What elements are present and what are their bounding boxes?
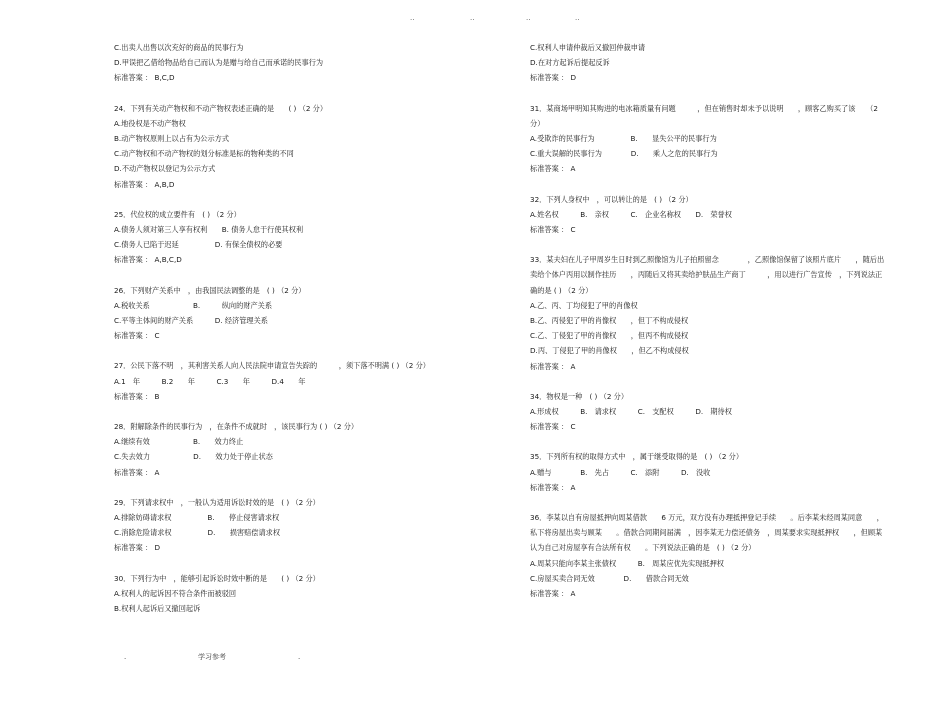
- standard-answer: 标准答案 ： B,C,D: [114, 73, 175, 83]
- standard-answer: 标准答案 ： A: [530, 164, 576, 174]
- question-stem: 36．李某以自有房屋抵押向周某借款 6 万元，双方没有办理抵押登记手续 。后李某未经周某同意 ，: [530, 513, 884, 523]
- question-option: C.平等主体间的财产关系 D. 经济管理关系: [114, 316, 268, 326]
- question-stem: 认为自己对房屋享有合法所有权 。下列说法正确的是 ( ) （2 分）: [530, 543, 756, 553]
- question-stem: 27．公民下落不明 ，其利害关系人向人民法院申请宣告失踪的 ，须下落不明满 ( ) （2 分）: [114, 361, 430, 371]
- question-option: B.乙、丙侵犯了甲的肖像权 ，但丁不构成侵权: [530, 316, 689, 326]
- footer-mark: .: [124, 653, 127, 661]
- question-33: [530, 252, 910, 374]
- question-36: [530, 510, 910, 601]
- question-35: [530, 449, 910, 495]
- question-32: [530, 192, 910, 238]
- question-option: A.税收关系 B. 纵向的财产关系: [114, 300, 273, 310]
- question-option: A.赠与 B. 先占 C. 添附 D. 没收: [530, 467, 711, 477]
- question-option: A.周某只能向李某主张债权 B. 周某应优先实现抵押权: [530, 558, 724, 568]
- header-dot: ..: [575, 14, 580, 22]
- standard-answer: 标准答案 ： A: [114, 467, 160, 477]
- question-stem: 26．下列财产关系中 ，由我国民法调整的是 ( ) （2 分）: [114, 285, 306, 295]
- standard-answer: 标准答案 ： B: [114, 391, 160, 401]
- question-29: [114, 495, 484, 556]
- question-stem: 30．下列行为中 ，能够引起诉讼时效中断的是 ( ) （2 分）: [114, 573, 320, 583]
- footer-mark: .: [298, 653, 301, 661]
- standard-answer: 标准答案 ： C: [530, 422, 576, 432]
- question-option: C.重大误解的民事行为 D. 乘人之危的民事行为: [530, 149, 718, 159]
- question-stem: 33．某夫妇在儿子甲周岁生日时到乙照像馆为儿子拍照留念 ，乙照像馆保留了该照片底片 ，随后出: [530, 255, 885, 265]
- question-25: [114, 207, 484, 268]
- question-option: C.房屋买卖合同无效 D. 借款合同无效: [530, 573, 689, 583]
- standard-answer: 标准答案 ： A: [530, 482, 576, 492]
- question-option: A.乙、丙、丁均侵犯了甲的肖像权: [530, 300, 638, 310]
- standard-answer: 标准答案 ： A: [530, 361, 576, 371]
- standard-answer: 标准答案 ： D: [114, 543, 161, 553]
- question-option: C.权利人申请仲裁后又撤回仲裁申请: [530, 43, 646, 52]
- question-stem: 卖给个体户丙用以制作挂历 ，丙随后又将其卖给护肤品生产商丁 ，用以进行广告宣传 ，下列说法正: [530, 270, 883, 280]
- question-stem: 24．下列有关动产物权和不动产物权表述正确的是 ( ) （2 分）: [114, 103, 328, 113]
- page-footer: [120, 652, 320, 664]
- question-27: [114, 358, 484, 404]
- question-option: C.债务人已陷于迟延 D. 有保全债权的必要: [114, 240, 283, 250]
- question-stem: 25．代位权的成立要件有 ( ) （2 分）: [114, 209, 241, 219]
- question-30: [114, 571, 484, 617]
- header-dot: ..: [526, 14, 531, 22]
- question-option: B.动产物权原则上以占有为公示方式: [114, 134, 230, 144]
- question-option: A.受欺诈的民事行为 B. 显失公平的民事行为: [530, 134, 717, 144]
- question-option: A.形成权 B. 请求权 C. 支配权 D. 期待权: [530, 407, 732, 417]
- question-option: C.动产物权和不动产物权的划分标准是标的物种类的不同: [114, 149, 294, 159]
- question-stem: 35．下列所有权的取得方式中 ，属于继受取得的是 ( ) （2 分）: [530, 452, 744, 462]
- question-stem: 29．下列请求权中 ，一般认为适用诉讼时效的是 ( ) （2 分）: [114, 497, 320, 507]
- header-dot: ..: [410, 14, 415, 22]
- question-option: C.失去效力 D. 效力处于停止状态: [114, 452, 273, 462]
- question-option: A.权利人的起诉因不符合条件而被驳回: [114, 588, 237, 598]
- question-stem: 32．下列人身权中 ，可以转让的是 ( ) （2 分）: [530, 194, 693, 204]
- question-stem: 分）: [530, 118, 545, 128]
- right-column: [530, 40, 910, 601]
- standard-answer: 标准答案 ： A,B,D: [114, 179, 175, 189]
- question-stem: 确的是 ( ) （2 分）: [530, 285, 593, 295]
- left-column: [114, 40, 484, 616]
- page-header-dots: [410, 14, 590, 24]
- question-option: D.不动产物权以登记为公示方式: [114, 164, 216, 174]
- question-option: B.权利人起诉后又撤回起诉: [114, 604, 201, 614]
- question-line: C.出卖人出售以次充好的商品的民事行为: [114, 43, 244, 52]
- footer-text: 学习参考: [198, 653, 226, 661]
- standard-answer: 标准答案 ： C: [530, 225, 576, 235]
- question-26: [114, 283, 484, 344]
- question-stem: 私下将房屋出卖与顾某 。借款合同期间届满 ，因李某无力偿还债务 ，周某要求实现抵押权 ，但顾某: [530, 528, 883, 538]
- standard-answer: 标准答案 ： A,B,C,D: [114, 255, 182, 265]
- question-option: A.地役权是不动产物权: [114, 118, 186, 128]
- question-24: [114, 101, 484, 192]
- question-option: A.排除妨碍请求权 B. 停止侵害请求权: [114, 513, 280, 523]
- header-dot: ..: [470, 14, 475, 22]
- standard-answer: 标准答案 ： D: [530, 73, 577, 83]
- question-option: C.乙、丁侵犯了甲的肖像权 ，但丙不构成侵权: [530, 331, 689, 341]
- question-option: A.债务人须对第三人享有权利 B. 债务人怠于行使其权利: [114, 225, 304, 235]
- standard-answer: 标准答案 ： C: [114, 331, 160, 341]
- question-option: D.丙、丁侵犯了甲的肖像权 ，但乙不构成侵权: [530, 346, 689, 356]
- question-28: [114, 419, 484, 480]
- question-34: [530, 389, 910, 435]
- standard-answer: 标准答案 ： A: [530, 589, 576, 599]
- question-option: A.1 年 B.2 年 C.3 年 D.4 年: [114, 376, 306, 386]
- question-option: C.消除危险请求权 D. 损害赔偿请求权: [114, 528, 281, 538]
- question-option: D.在对方起诉后提起反诉: [530, 58, 610, 68]
- question-stem: 31．某商场甲明知其购进的电冰箱质量有问题 ，但在销售时却未予以说明 ，顾客乙购买了该 （2: [530, 103, 878, 113]
- question-stem: 34．物权是一种 ( ) （2 分）: [530, 391, 629, 401]
- question-option: A.姓名权 B. 亲权 C. 企业名称权 D. 荣誉权: [530, 209, 732, 219]
- question-31: [530, 101, 910, 177]
- question-stem: 28．附解除条件的民事行为 ，在条件不成就时 ，该民事行为 ( ) （2 分）: [114, 422, 359, 432]
- question-option: A.继续有效 B. 效力终止: [114, 437, 244, 447]
- question-line: D.甲误把乙借给物品给自己而认为是赠与给自己而承诺的民事行为: [114, 58, 324, 68]
